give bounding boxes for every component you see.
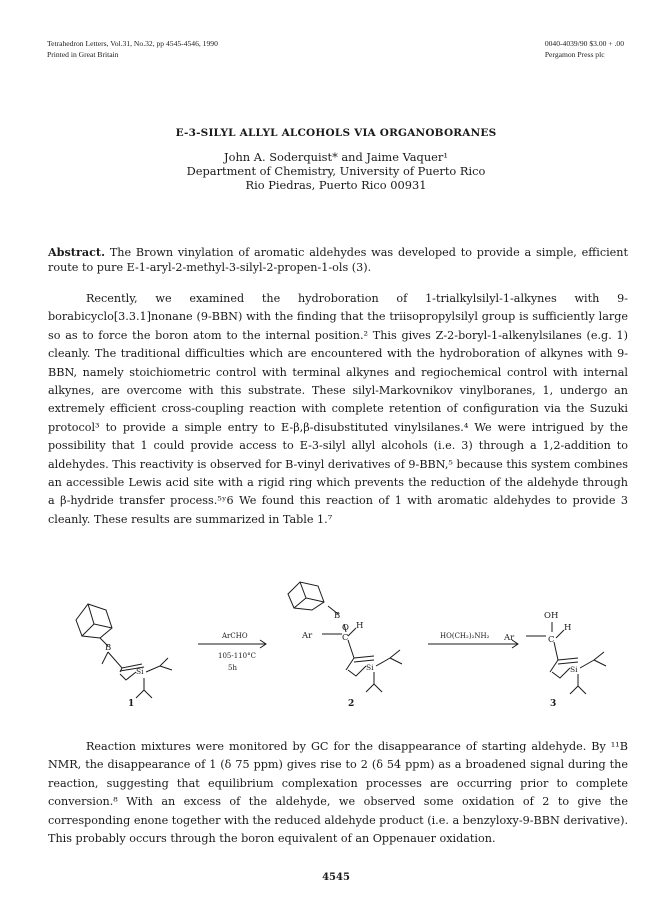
atom-ar-2: Ar bbox=[302, 631, 313, 641]
atom-o-2: O bbox=[342, 623, 349, 633]
atom-c-3: C bbox=[548, 635, 555, 645]
body-paragraph-2: Reaction mixtures were monitored by GC for the disappearance of starting aldehyde. By ¹¹B NMR, the disappearance of 1 (δ 75 ppm) gives rise to 2 (δ 54 ppm) as a broadened signal during the reaction, suggesting that equilibrium complexation processes are occurring prior to complete conversion.⁸ With an excess of the aldehyde, we observed some oxidation of 2 to give the corresponding enone together with the reduced aldehyde product (i.e. a benzyloxy-9-BBN derivative). This probably occurs through the boron equivalent of an Oppenauer oxidation. bbox=[48, 740, 628, 846]
atom-b-1: B bbox=[105, 643, 112, 653]
publisher-info bbox=[545, 38, 624, 60]
compound-label-1: 1 bbox=[128, 699, 135, 709]
atom-ar-3: Ar bbox=[504, 633, 515, 643]
author-address: Rio Piedras, Puerto Rico 00931 bbox=[245, 178, 427, 192]
author-department: Department of Chemistry, University of Puerto Rico bbox=[186, 164, 486, 178]
atom-si-3: Si bbox=[570, 665, 578, 674]
reagent-time: 5h bbox=[228, 664, 237, 672]
atom-c-2: C bbox=[342, 633, 349, 643]
journal-citation bbox=[47, 38, 218, 60]
reagent-ethanolamine: HO(CH₂)₂NH₂ bbox=[440, 632, 490, 640]
author-block bbox=[0, 150, 672, 192]
printed-in-line: Printed in Great Britain bbox=[47, 50, 119, 59]
atom-oh-3: OH bbox=[544, 611, 559, 621]
price-code-line: 0040-4039/90 $3.00 + .00 bbox=[544, 39, 624, 48]
atom-h-3: H bbox=[564, 623, 572, 633]
publisher-line: Pergamon Press plc bbox=[544, 50, 605, 59]
atom-si-1: Si bbox=[136, 667, 144, 676]
atom-b-2: B bbox=[334, 611, 341, 621]
body-paragraph-1-block bbox=[48, 290, 628, 529]
author-names: John A. Soderquist* and Jaime Vaquer¹ bbox=[224, 150, 448, 164]
abstract-text: The Brown vinylation of aromatic aldehydes was developed to provide a simple, efficient route to pure E-1-aryl-2-methyl-3-silyl-2-propen-1-ols (3). bbox=[48, 246, 628, 274]
abstract-label: Abstract. bbox=[48, 245, 105, 259]
page-number: 4545 bbox=[322, 872, 350, 883]
body-paragraph-2-block bbox=[48, 738, 628, 848]
journal-citation-line: Tetrahedron Letters, Vol.31, No.32, pp 4545-4546, 1990 bbox=[47, 39, 218, 48]
bbn-cage-1 bbox=[76, 604, 112, 646]
bbn-cage-2 bbox=[288, 582, 324, 610]
paper-title: E-3-SILYL ALLYL ALCOHOLS VIA ORGANOBORANES bbox=[175, 127, 497, 139]
body-paragraph-1: Recently, we examined the hydroboration of 1-trialkylsilyl-1-alkynes with 9-borabicyclo[3.3.1]nonane (9-BBN) with the finding that the triisopropylsilyl group is sufficiently large so as to force the boron atom to the internal position.² This gives Z-2-boryl-1-alkenylsilanes (e.g. 1) cleanly. The traditional difficulties which are encountered with the hydroboration of alkynes with 9-BBN, namely stoichiometric control with terminal alkynes and regiochemical control with internal alkynes, are overcome with this substrate. These silyl-Markovnikov vinylboranes, 1, undergo an extremely efficient cross-coupling reaction with complete retention of configuration via the Suzuki protocol³ to provide a simple entry to E-β,β-disubstituted vinylsilanes.⁴ We were intrigued by the possibility that 1 could provide access to E-3-silyl allyl alcohols (i.e. 3) through a 1,2-addition to aldehydes. This reactivity is observed for B-vinyl derivatives of 9-BBN,⁵ because this system combines an accessible Lewis acid site with a rigid ring which prevents the reduction of the aldehyde through a β-hydride transfer process.⁵ʸ6 We found this reaction of 1 with aromatic aldehydes to provide 3 cleanly. These results are summarized in Table 1.⁷ bbox=[48, 292, 628, 526]
reagent-temperature: 105-110°C bbox=[218, 652, 256, 660]
reagent-aldehyde: ArCHO bbox=[222, 632, 248, 640]
compound-label-3: 3 bbox=[550, 699, 557, 709]
abstract bbox=[48, 245, 628, 275]
compound-label-2: 2 bbox=[348, 699, 355, 709]
atom-h-2: H bbox=[356, 621, 364, 631]
atom-si-2: Si bbox=[366, 663, 374, 672]
reaction-scheme bbox=[48, 580, 628, 710]
